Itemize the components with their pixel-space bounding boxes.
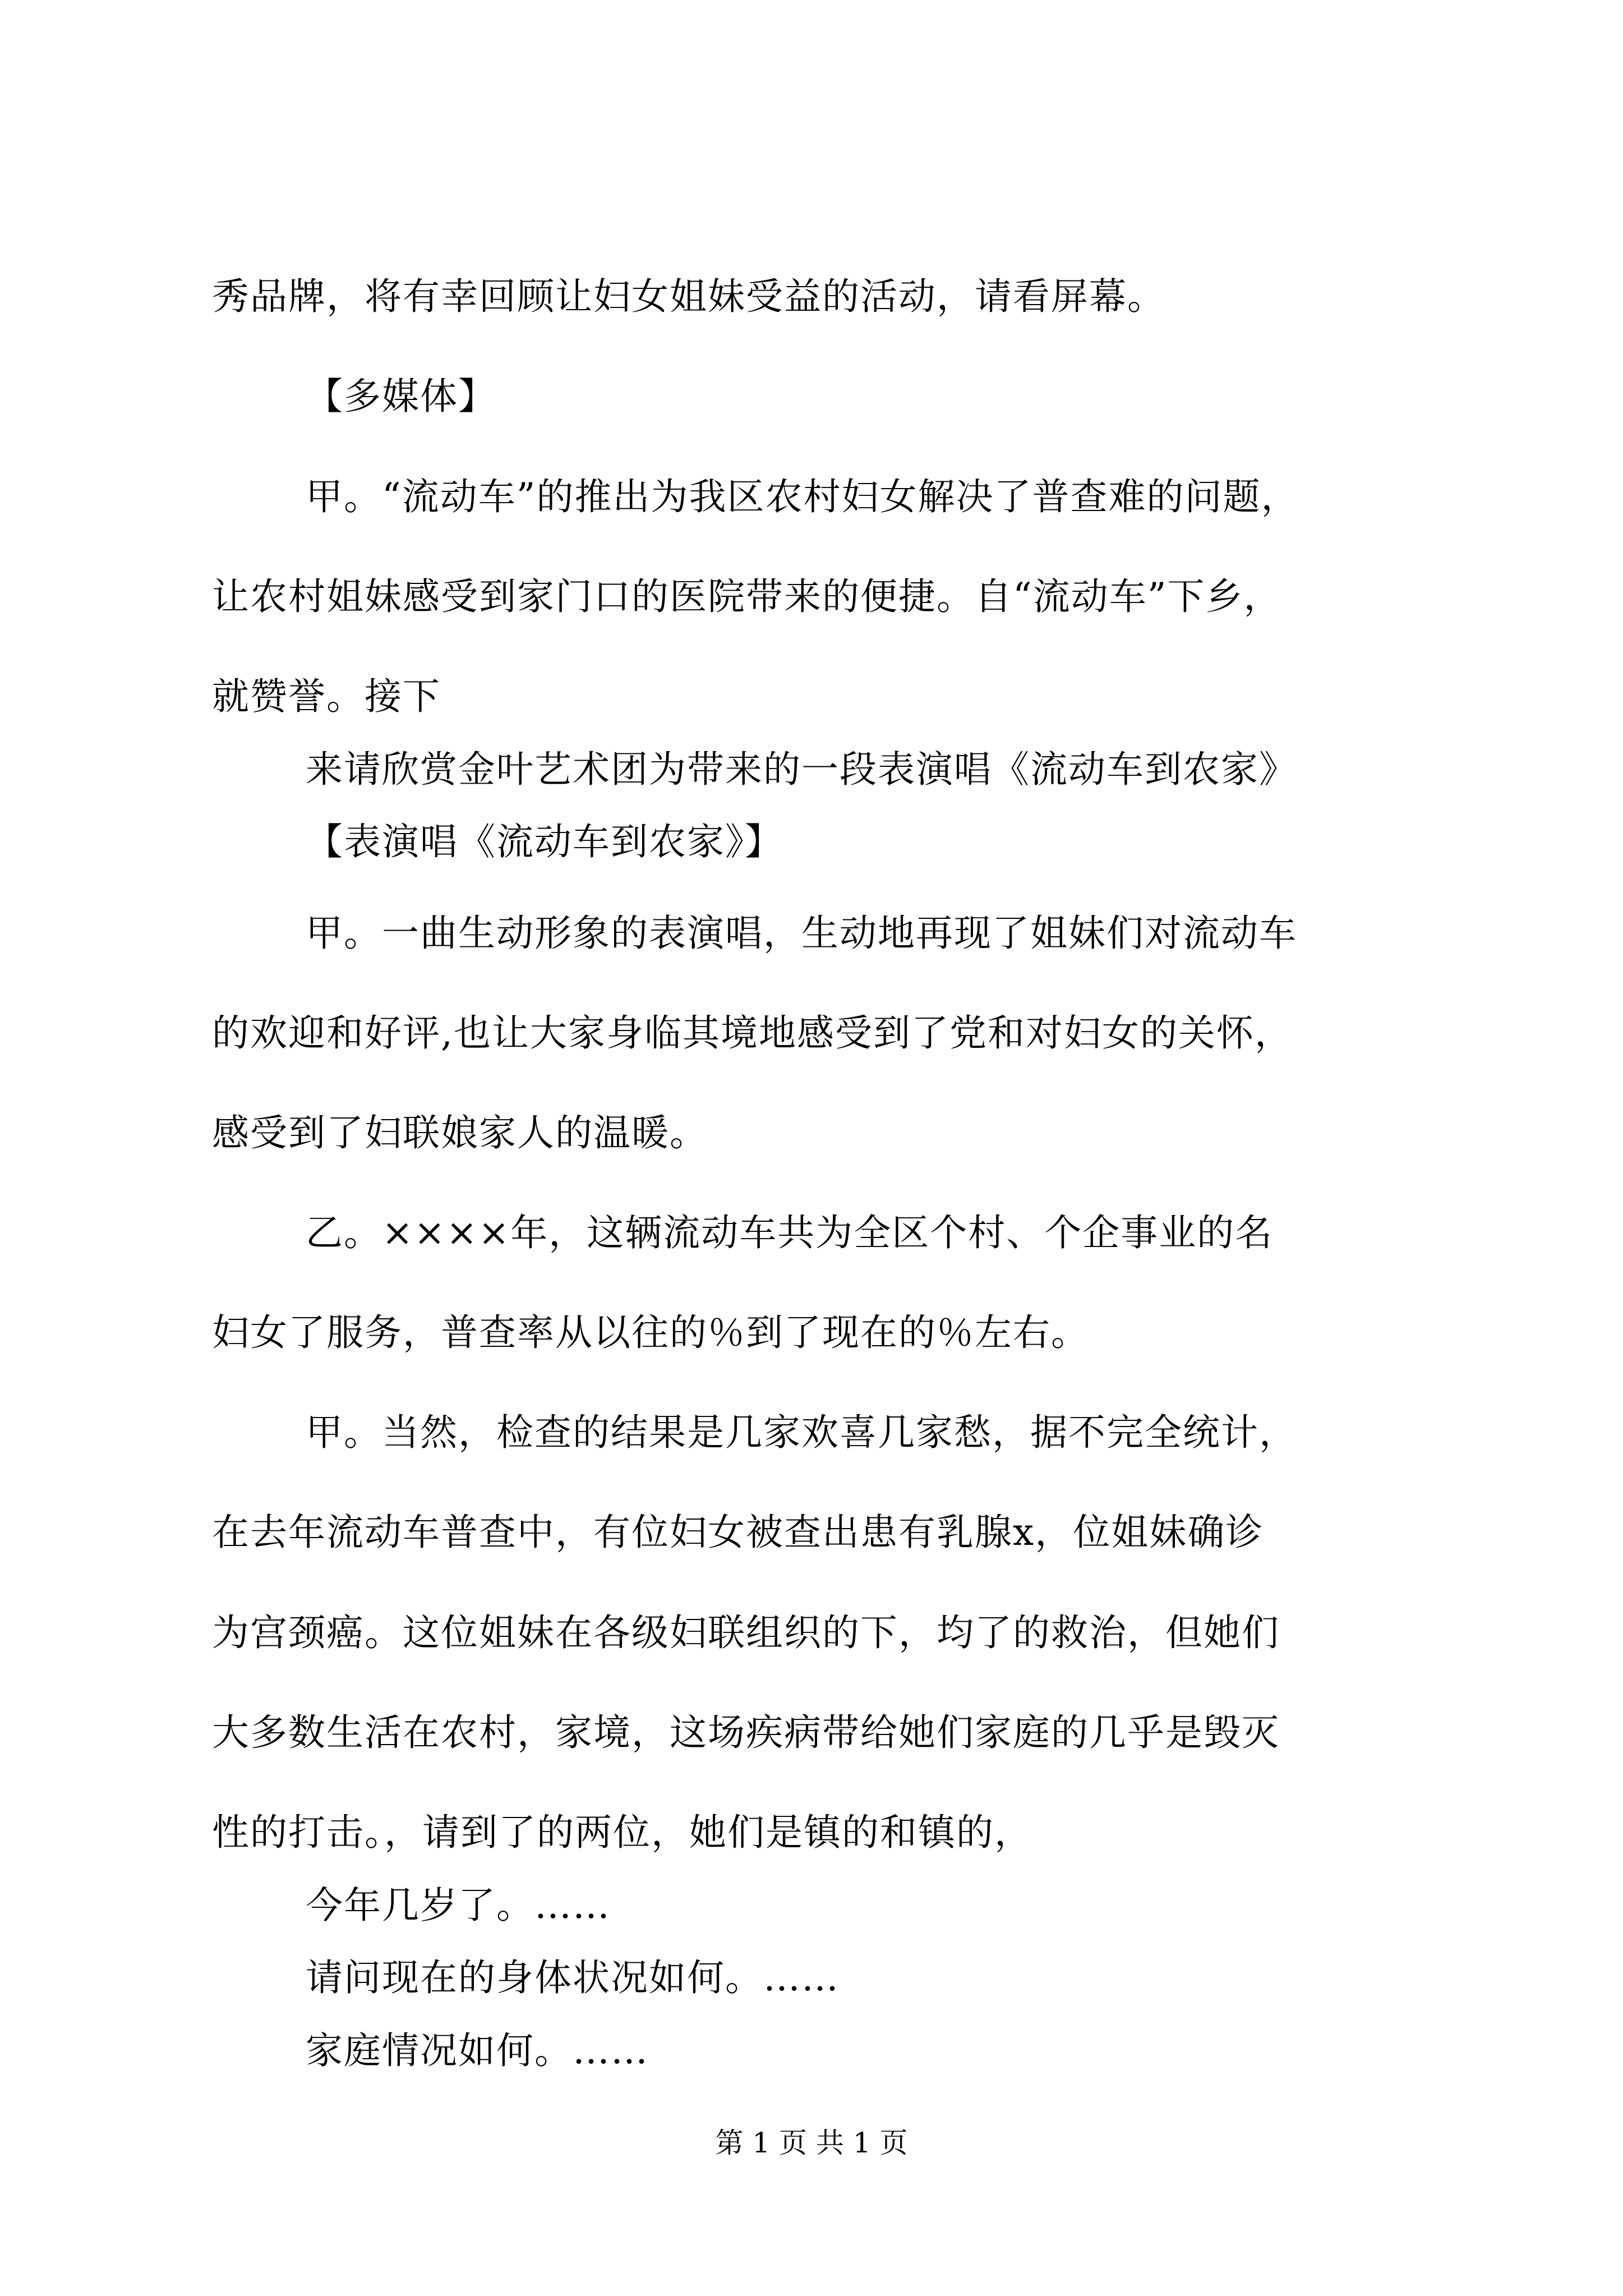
text-line: 甲。当然，检查的结果是几家欢喜几家愁，据不完全统计， — [306, 1411, 1297, 1454]
text-line: 来请欣赏金叶艺术团为带来的一段表演唱《流动车到农家》 — [306, 748, 1297, 791]
text-line: 大多数生活在农村，家境，这场疾病带给她们家庭的几乎是毁灭 — [212, 1711, 1280, 1754]
text-line: 感受到了妇联娘家人的温暖。 — [212, 1111, 708, 1154]
text-line: 性的打击。，请到了的两位，她们是镇的和镇的， — [212, 1811, 1032, 1854]
page-number-footer: 第 1 页 共 1 页 — [715, 2127, 908, 2159]
text-line: 秀品牌，将有幸回顾让妇女姐妹受益的活动，请看屏幕。 — [212, 275, 1165, 318]
text-line: 请问现在的身体状况如何。…… — [306, 1956, 840, 1999]
text-line: 在去年流动车普查中，有位妇女被查出患有乳腺x，位姐妹确诊 — [212, 1511, 1264, 1554]
text-line: 让农村姐妹感受到家门口的医院带来的便捷。自“流动车”下乡， — [212, 575, 1282, 618]
text-line: 今年几岁了。…… — [306, 1884, 611, 1927]
text-line: 甲。一曲生动形象的表演唱，生动地再现了姐妹们对流动车 — [306, 912, 1297, 955]
text-line: 家庭情况如何。…… — [306, 2029, 649, 2072]
text-line: 妇女了服务，普查率从以往的％到了现在的％左右。 — [212, 1311, 1089, 1354]
text-line: 乙。××××年，这辆流动车共为全区个村、个企事业的名 — [306, 1211, 1274, 1254]
text-line: 甲。“流动车”的推出为我区农村妇女解决了普查难的问题， — [306, 475, 1299, 518]
text-line: 为宫颈癌。这位姐妹在各级妇联组织的下，均了的救治，但她们 — [212, 1611, 1280, 1654]
text-line: 的欢迎和好评,也让大家身临其境地感受到了党和对妇女的关怀， — [212, 1011, 1293, 1055]
text-line: 【表演唱《流动车到农家》】 — [306, 820, 783, 863]
text-line: 【多媒体】 — [306, 375, 496, 418]
text-line: 就赞誉。接下 — [212, 675, 441, 718]
